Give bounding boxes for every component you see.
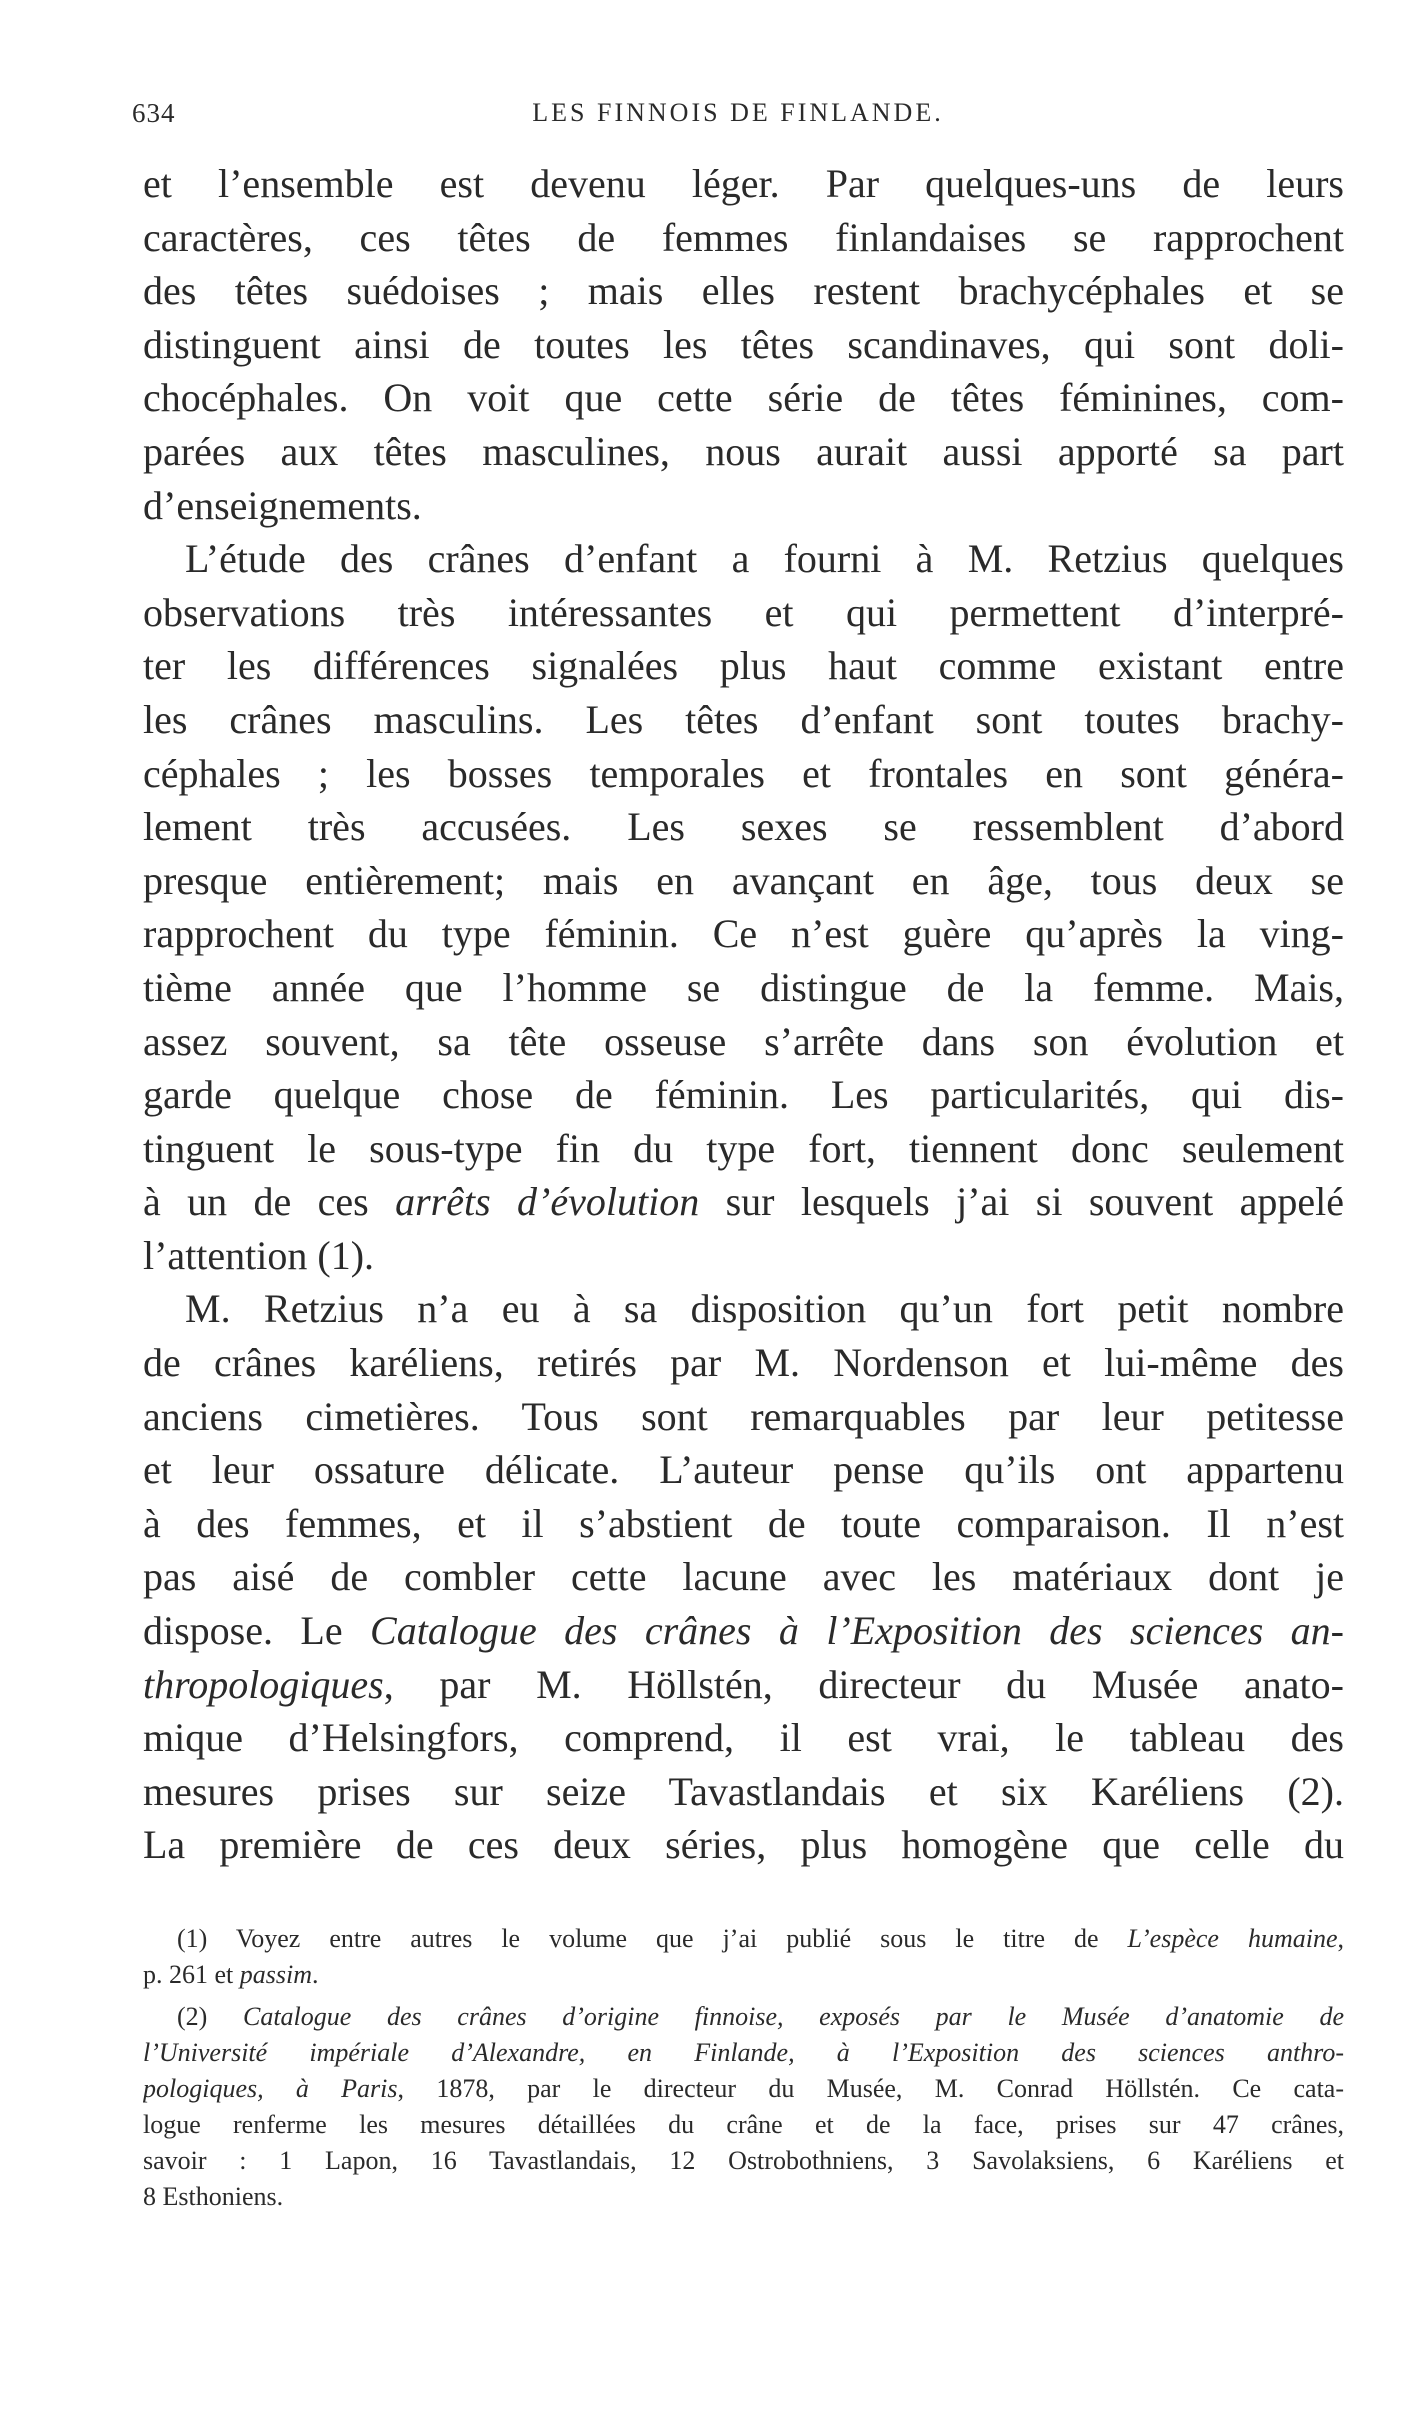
text-line: mique d’Helsingfors, comprend, il est vrai, le tableau des bbox=[143, 1715, 1344, 1761]
text-run: p. 261 et bbox=[143, 1960, 240, 1989]
text-run: , par M. Höllstén, directeur du Musée anato- bbox=[383, 1661, 1344, 1707]
text-line: pas aisé de combler cette lacune avec les matériaux dont je bbox=[143, 1554, 1344, 1600]
text-run: dispose. Le bbox=[143, 1608, 371, 1654]
text-line: La première de ces deux séries, plus homogène que celle du bbox=[143, 1822, 1344, 1868]
text-line: tième année que l’homme se distingue de la femme. Mais, bbox=[143, 964, 1344, 1010]
italic-phrase: arrêts d’évolution bbox=[395, 1179, 700, 1225]
page-number: 634 bbox=[132, 98, 176, 128]
italic-title: Catalogue des crânes d’origine finnoise, exposés par le Musée d’anatomie de bbox=[242, 2002, 1344, 2031]
footnotes bbox=[143, 1921, 1344, 2215]
text-run: , 1878, par le directeur du Musée, M. Conrad Höllstén. Ce cata- bbox=[397, 2074, 1344, 2103]
text-line: L’étude des crânes d’enfant a fourni à M. Retzius quelques bbox=[185, 536, 1344, 582]
text-line: l’attention (1). bbox=[143, 1232, 375, 1278]
text-line: M. Retzius n’a eu à sa disposition qu’un fort petit nombre bbox=[185, 1286, 1344, 1332]
italic-word: passim bbox=[239, 1960, 313, 1989]
text-line: à des femmes, et il s’abstient de toute comparaison. Il n’est bbox=[143, 1500, 1344, 1546]
text-line: garde quelque chose de féminin. Les particularités, qui dis- bbox=[143, 1072, 1344, 1118]
text-line: ter les différences signalées plus haut comme existant entre bbox=[143, 643, 1344, 689]
text-line: caractères, ces têtes de femmes finlandaises se rapprochent bbox=[143, 214, 1344, 260]
body-text bbox=[143, 157, 1344, 1872]
text-line: d’enseignements. bbox=[143, 482, 422, 528]
page-header bbox=[132, 98, 1344, 138]
footnote-line bbox=[143, 1957, 1344, 1993]
italic-title: pologiques, à Paris bbox=[143, 2074, 398, 2103]
footnote-line: logue renferme les mesures détaillées du crâne et de la face, prises sur 47 crânes, bbox=[143, 2110, 1344, 2139]
italic-title: l’Université impériale d’Alexandre, en Finlande, à l’Exposition des sciences anthro- bbox=[143, 2038, 1344, 2067]
text-line: et l’ensemble est devenu léger. Par quelques-uns de leurs bbox=[143, 161, 1344, 206]
text-line: assez souvent, sa tête osseuse s’arrête dans son évolution et bbox=[143, 1018, 1344, 1064]
text-run: . bbox=[312, 1960, 319, 1989]
text-line: chocéphales. On voit que cette série de têtes féminines, com- bbox=[143, 375, 1344, 421]
text-line bbox=[143, 1604, 1344, 1658]
text-line: observations très intéressantes et qui permettent d’interpré- bbox=[143, 589, 1344, 635]
footnote-line bbox=[143, 2035, 1344, 2071]
text-run: (2) bbox=[177, 2002, 243, 2031]
text-line: de crânes karéliens, retirés par M. Nordenson et lui-même des bbox=[143, 1340, 1344, 1386]
text-line: lement très accusées. Les sexes se ressemblent d’abord bbox=[143, 804, 1344, 850]
italic-title: L’espèce humaine bbox=[1127, 1924, 1338, 1953]
footnote-line bbox=[143, 1921, 1344, 1957]
footnote-line bbox=[143, 1999, 1344, 2035]
text-run: à un de ces bbox=[143, 1179, 396, 1225]
text-line: presque entièrement; mais en avançant en âge, tous deux se bbox=[143, 857, 1344, 903]
text-line: rapprochent du type féminin. Ce n’est guère qu’après la ving- bbox=[143, 911, 1344, 957]
text-run: sur lesquels j’ai si souvent appelé bbox=[699, 1179, 1344, 1225]
text-line: des têtes suédoises ; mais elles restent brachycéphales et se bbox=[143, 268, 1344, 314]
text-line: parées aux têtes masculines, nous aurait aussi apporté sa part bbox=[143, 428, 1344, 474]
footnote-line: 8 Esthoniens. bbox=[143, 2182, 284, 2211]
footnote-line: savoir : 1 Lapon, 16 Tavastlandais, 12 Ostrobothniens, 3 Savolaksiens, 6 Karéliens et bbox=[143, 2146, 1344, 2175]
text-line: et leur ossature délicate. L’auteur pense qu’ils ont appartenu bbox=[143, 1447, 1344, 1493]
text-line bbox=[143, 1175, 1344, 1229]
footnote-line bbox=[143, 2071, 1344, 2107]
text-line: tinguent le sous-type fin du type fort, tiennent donc seulement bbox=[143, 1125, 1344, 1171]
text-run: (1) Voyez entre autres le volume que j’ai publié sous le titre de bbox=[177, 1924, 1128, 1953]
italic-title: thropologiques bbox=[143, 1661, 384, 1707]
running-title: LES FINNOIS DE FINLANDE. bbox=[532, 98, 944, 127]
text-run: , bbox=[1337, 1924, 1344, 1953]
text-line: distinguent ainsi de toutes les têtes scandinaves, qui sont doli- bbox=[143, 321, 1344, 367]
italic-title: Catalogue des crânes à l’Exposition des sciences an- bbox=[370, 1608, 1344, 1654]
text-line: les crânes masculins. Les têtes d’enfant sont toutes brachy- bbox=[143, 696, 1344, 742]
text-line: céphales ; les bosses temporales et frontales en sont généra- bbox=[143, 750, 1344, 796]
text-line: anciens cimetières. Tous sont remarquables par leur petitesse bbox=[143, 1393, 1344, 1439]
text-line bbox=[143, 1658, 1344, 1712]
text-line: mesures prises sur seize Tavastlandais et six Karéliens (2). bbox=[143, 1768, 1344, 1814]
